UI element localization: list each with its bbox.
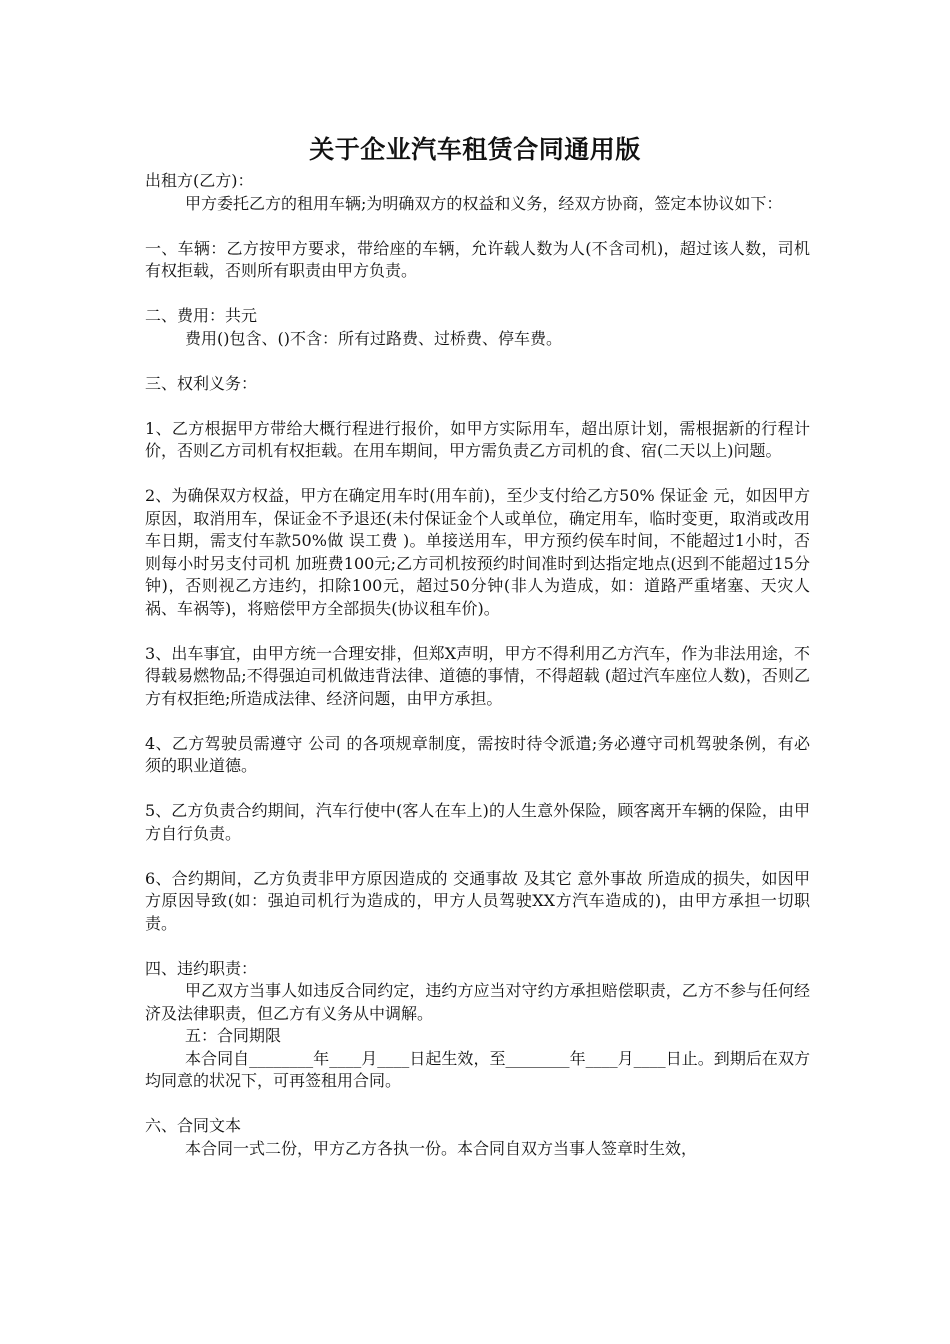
paragraph-gap: [145, 283, 810, 306]
paragraph: 甲方委托乙方的租用车辆;为明确双方的权益和义务，经双方协商，签定本协议如下：: [185, 193, 783, 213]
paragraph: 1、乙方根据甲方带给大概行程进行报价，如甲方实际用车，超出原计划，需根据新的行程计价，否则乙方司机有权拒载。在用车期间，甲方需负责乙方司机的食、宿(二天以上)问题。: [145, 418, 810, 460]
paragraph-gap: [145, 620, 810, 643]
paragraph: 三、权利义务：: [145, 373, 258, 393]
paragraph: 本合同一式二份，甲方乙方各执一份。本合同自双方当事人签章时生效，: [185, 1138, 698, 1158]
paragraph: 3、出车事宜，由甲方统一合理安排，但郑X声明，甲方不得利用乙方汽车，作为非法用途，不得载易燃物品;不得强迫司机做违背法律、道德的事情，不得超载 (超过汽车座位人数)，否则乙方有权拒绝;所造成法律、经济问题，由甲方承担。: [145, 643, 810, 708]
paragraph: 本合同自________年____月____日起生效，至________年____月____日止。到期后在双方均同意的状况下，可再签租用合同。: [145, 1048, 810, 1090]
paragraph-gap: [145, 1093, 810, 1116]
paragraph-gap: [145, 395, 810, 418]
paragraph-gap: [145, 350, 810, 373]
document-title: 关于企业汽车租赁合同通用版: [309, 134, 641, 164]
paragraph: 4、乙方驾驶员需遵守 公司 的各项规章制度，需按时待令派遣;务必遵守司机驾驶条例，有必须的职业道德。: [145, 733, 810, 775]
paragraph: 二、费用：共元: [145, 306, 258, 325]
paragraph-gap: [145, 845, 810, 868]
paragraph-gap: [145, 215, 810, 238]
paragraph: 四、违约职责：: [145, 958, 258, 978]
paragraph: 5、乙方负责合约期间，汽车行使中(客人在车上)的人生意外保险，顾客离开车辆的保险，由甲方自行负责。: [145, 801, 810, 843]
paragraph: 2、为确保双方权益，甲方在确定用车时(用车前)，至少支付给乙方50% 保证金 元，如因甲方原因，取消用车，保证金不予退还(未付保证金个人或单位，确定用车，临时变更，取消或改用车日期，需支付车款50%做 误工费 )。单接送用车，甲方预约侯车时间，不能超过1小时，否则每小时另支付司机 加班费100元;乙方司机按预约时间准时到达指定地点(迟到不能超过15分钟)，否则视乙方违约，扣除100元，超过50分钟(非人为造成，如：道路严重堵塞、天灾人祸、车祸等)，将赔偿甲方全部损失(协议租车价)。: [145, 486, 810, 618]
paragraph: 五：合同期限: [185, 1026, 282, 1045]
paragraph-gap: [145, 710, 810, 733]
paragraph: 6、合约期间，乙方负责非甲方原因造成的 交通事故 及其它 意外事故 所造成的损失，如因甲方原因导致(如：强迫司机行为造成的，甲方人员驾驶XX方汽车造成的)，由甲方承担一切职责。: [145, 868, 810, 933]
paragraph: 费用()包含、()不含：所有过路费、过桥费、停车费。: [185, 328, 562, 348]
paragraph-gap: [145, 935, 810, 958]
paragraph: 出租方(乙方)：: [145, 171, 254, 190]
document-body: [145, 170, 810, 1160]
paragraph: 甲乙双方当事人如违反合同约定，违约方应当对守约方承担赔偿职责，乙方不参与任何经济及法律职责，但乙方有义务从中调解。: [145, 981, 810, 1023]
paragraph: 六、合同文本: [145, 1116, 242, 1135]
paragraph-gap: [145, 778, 810, 801]
paragraph-gap: [145, 463, 810, 486]
paragraph: 一、车辆：乙方按甲方要求，带给座的车辆，允许载人数为人(不含司机)，超过该人数，司机有权拒载，否则所有职责由甲方负责。: [145, 238, 810, 280]
